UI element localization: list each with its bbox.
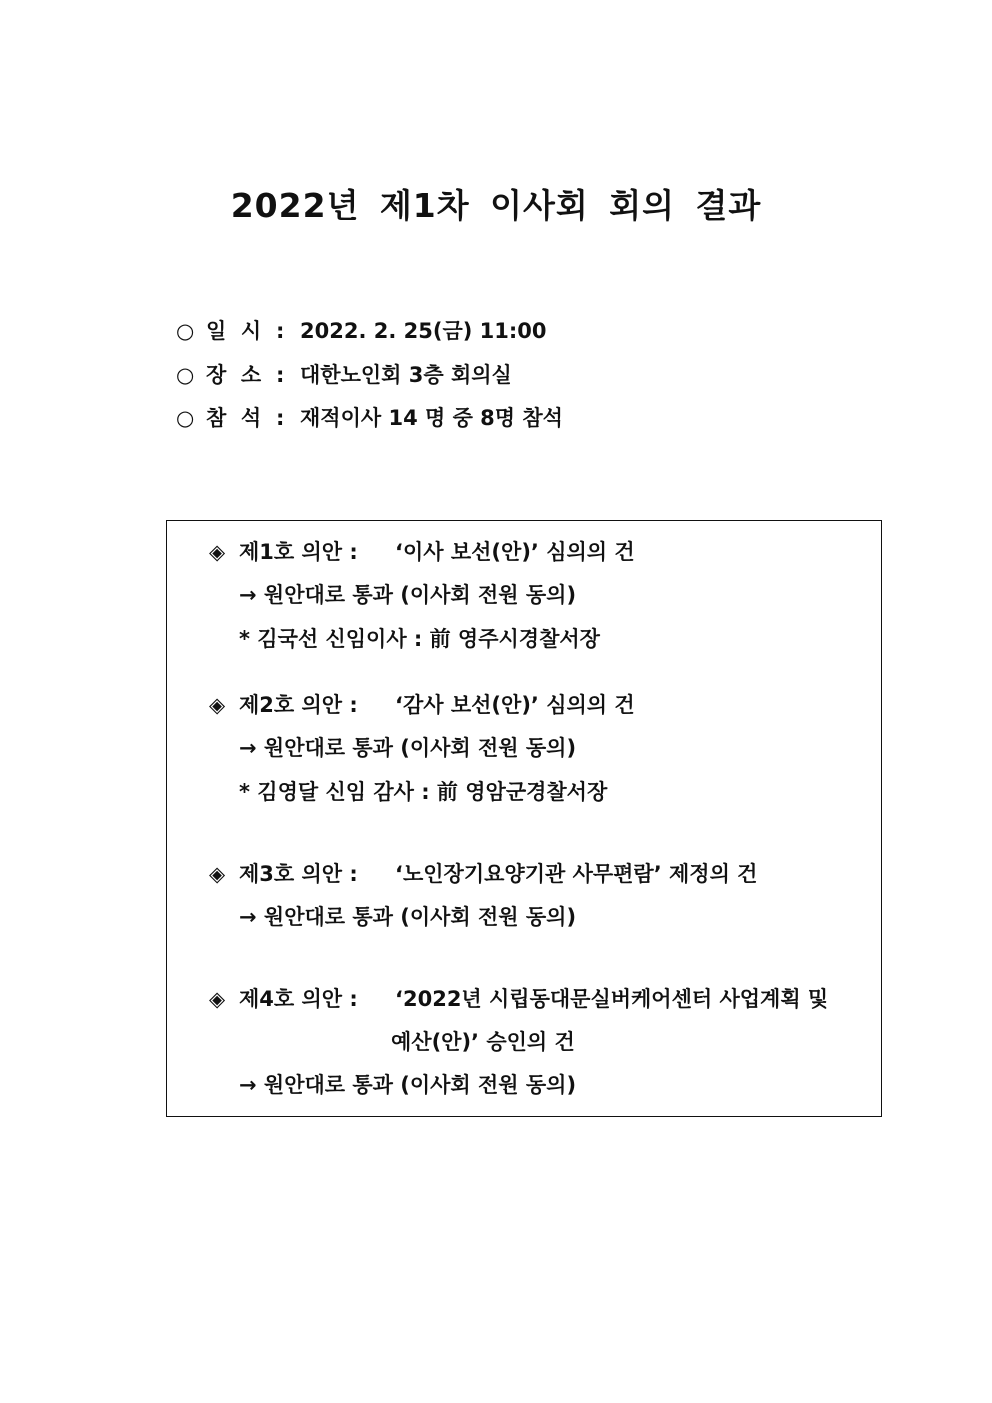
info-attendance-value: 재적이사 14 명 중 8명 참석 — [300, 406, 563, 430]
agenda-item-3 — [209, 857, 757, 891]
agenda-label: 제4호 의안 : — [239, 987, 358, 1011]
info-place — [176, 358, 512, 392]
agenda-subject: ‘이사 보선(안)’ 심의의 건 — [395, 540, 635, 564]
circle-bullet-icon: ○ — [176, 406, 195, 430]
info-date-label: 일 시 — [206, 319, 262, 343]
circle-bullet-icon: ○ — [176, 363, 195, 387]
agenda-subject: ‘노인장기요양기관 사무편람’ 제정의 건 — [395, 862, 758, 886]
agenda-note: * 김국선 신임이사 : 前 영주시경찰서장 — [239, 627, 600, 651]
agenda-box — [166, 520, 882, 1117]
agenda-item-4 — [209, 982, 828, 1016]
agenda-subject: ‘감사 보선(안)’ 심의의 건 — [395, 693, 635, 717]
diamond-bullet-icon: ◈ — [209, 693, 226, 717]
circle-bullet-icon: ○ — [176, 319, 195, 343]
diamond-bullet-icon: ◈ — [209, 540, 226, 564]
info-attendance-label: 참 석 — [206, 406, 262, 430]
info-colon: : — [276, 363, 285, 387]
agenda-label: 제1호 의안 : — [239, 540, 358, 564]
agenda-item-2 — [209, 688, 635, 722]
info-date-value: 2022. 2. 25(금) 11:00 — [300, 319, 547, 343]
diamond-bullet-icon: ◈ — [209, 862, 226, 886]
agenda-result: → 원안대로 통과 (이사회 전원 동의) — [239, 905, 577, 929]
agenda-label: 제2호 의안 : — [239, 693, 358, 717]
agenda-result: → 원안대로 통과 (이사회 전원 동의) — [239, 583, 577, 607]
info-place-label: 장 소 — [206, 363, 262, 387]
agenda-item-1 — [209, 535, 635, 569]
agenda-subject-continued: 예산(안)’ 승인의 건 — [391, 1030, 575, 1054]
diamond-bullet-icon: ◈ — [209, 987, 226, 1011]
info-place-value: 대한노인회 3층 회의실 — [300, 363, 512, 387]
page-title: 2022년 제1차 이사회 회의 결과 — [230, 186, 762, 225]
agenda-result: → 원안대로 통과 (이사회 전원 동의) — [239, 736, 577, 760]
agenda-result: → 원안대로 통과 (이사회 전원 동의) — [239, 1073, 577, 1097]
info-colon: : — [276, 319, 285, 343]
agenda-note: * 김영달 신임 감사 : 前 영암군경찰서장 — [239, 780, 608, 804]
info-attendance — [176, 401, 563, 435]
info-colon: : — [276, 406, 285, 430]
info-date — [176, 314, 547, 348]
agenda-label: 제3호 의안 : — [239, 862, 358, 886]
agenda-subject: ‘2022년 시립동대문실버케어센터 사업계획 및 — [395, 987, 829, 1011]
